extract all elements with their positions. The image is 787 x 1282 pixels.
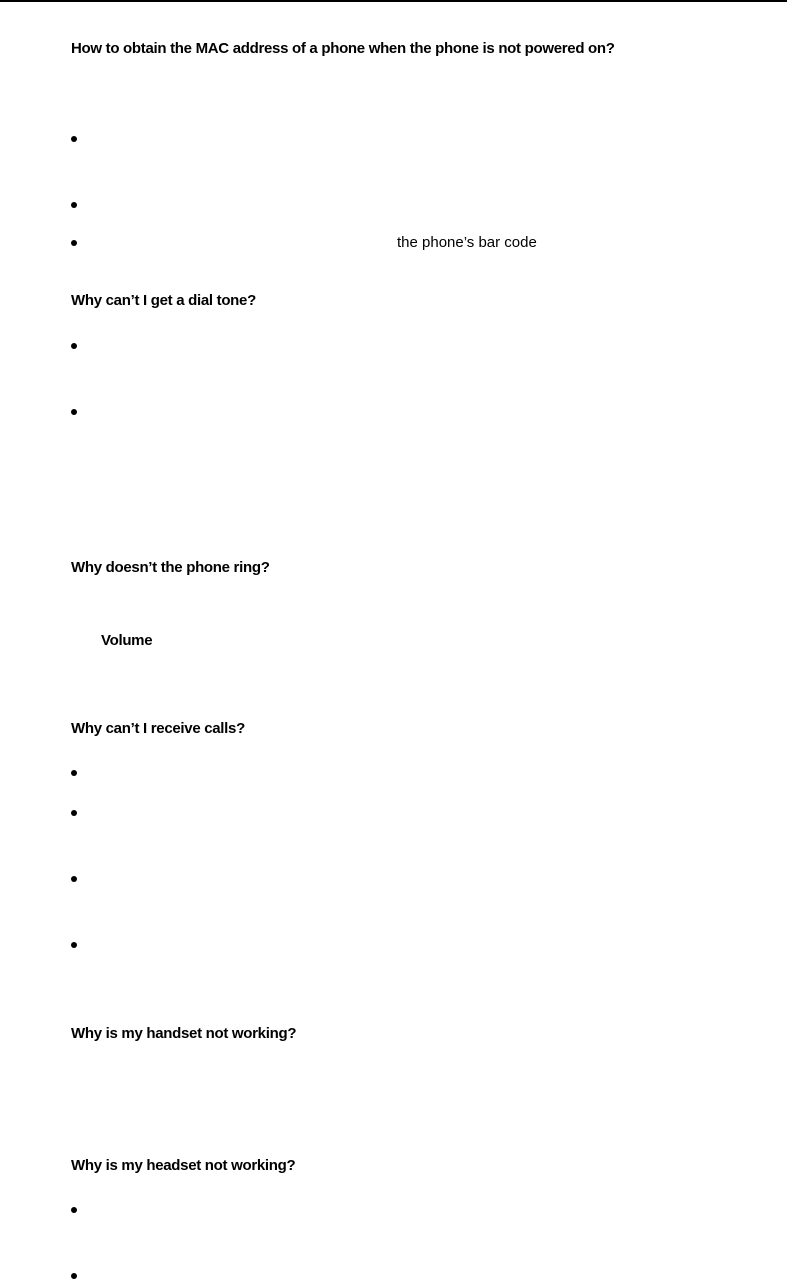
faq-question-headset: Why is my headset not working? (71, 1157, 296, 1174)
page-top-rule (0, 0, 787, 2)
bullet-point (71, 876, 77, 882)
faq-question-receive-calls: Why can’t I receive calls? (71, 720, 245, 737)
bullet-point (71, 409, 77, 415)
bullet-point (71, 770, 77, 776)
bullet-point (71, 810, 77, 816)
bullet-point (71, 202, 77, 208)
faq-question-phone-ring: Why doesn’t the phone ring? (71, 559, 270, 576)
bar-code-text: the phone’s bar code (397, 234, 537, 251)
bullet-point (71, 343, 77, 349)
bullet-point (71, 1273, 77, 1279)
faq-question-dial-tone: Why can’t I get a dial tone? (71, 292, 256, 309)
bullet-point (71, 942, 77, 948)
faq-question-mac-address: How to obtain the MAC address of a phone when the phone is not powered on? (71, 40, 615, 57)
bullet-point (71, 240, 77, 246)
faq-question-handset: Why is my handset not working? (71, 1025, 297, 1042)
volume-label: Volume (101, 632, 153, 649)
bullet-point (71, 1207, 77, 1213)
bullet-point (71, 136, 77, 142)
